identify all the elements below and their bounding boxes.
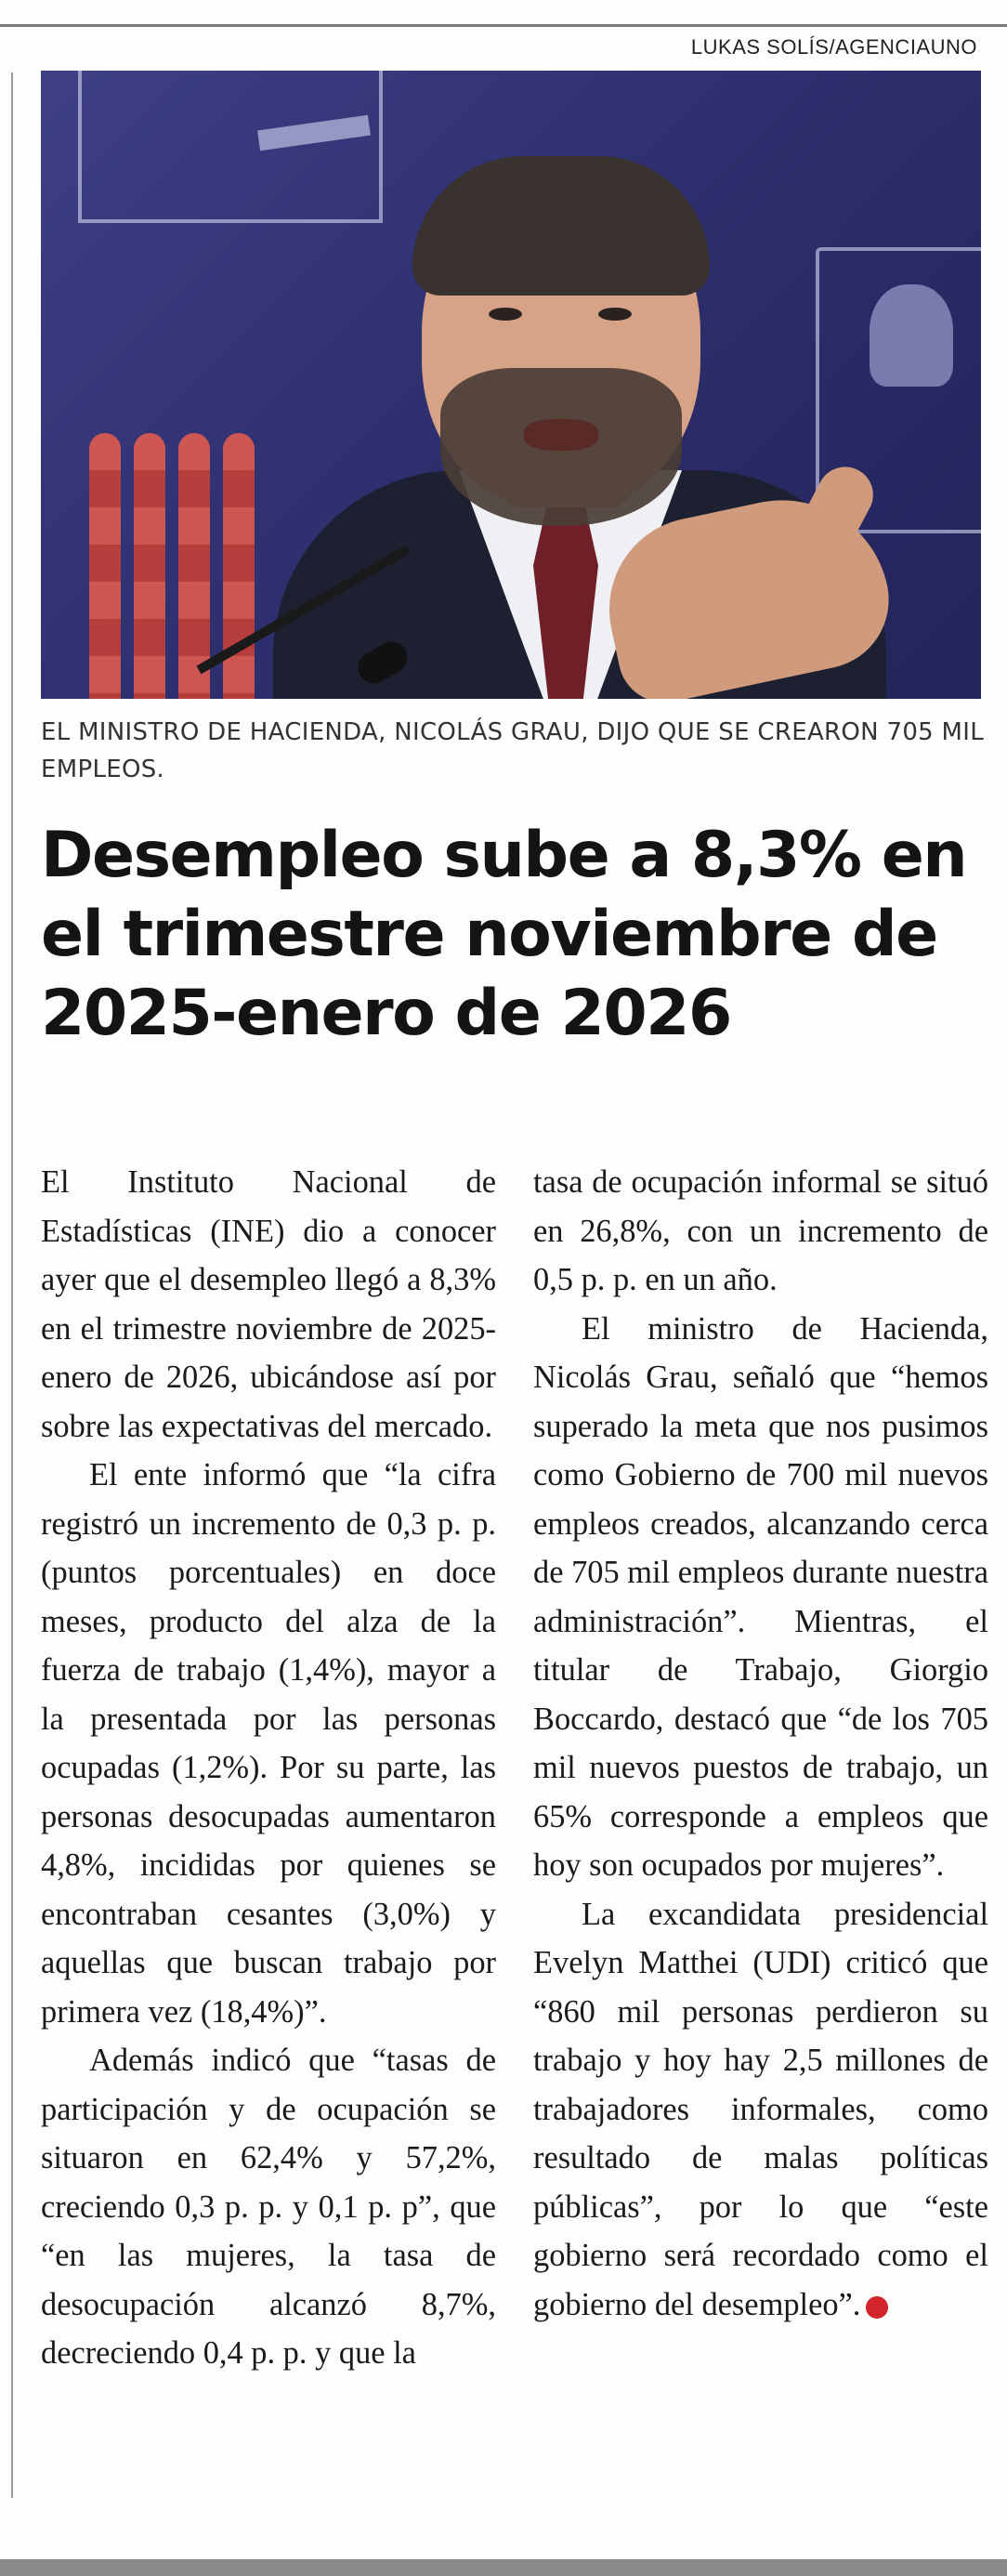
paragraph: Además indicó que “tasas de participación y de ocupación se situaron en 62,4% y 57,2%, creciendo 0,3 p. p. y 0,1 p. p”, que “en las mujeres, la tasa de desocupación alcanzó 8,7%, decreciendo 0,4 p. p. y que la bbox=[41, 2043, 496, 2371]
bottom-rule bbox=[0, 2559, 1007, 2576]
decor-wave bbox=[89, 433, 121, 699]
paragraph: El ministro de Hacienda, Nicolás Grau, señaló que “hemos superado la meta que nos pusimos como Gobierno de 700 mil nuevos empleos creados, alcanzando cerca de 705 mil empleos durante nuestra administración”. Mientras, el titular de Trabajo, Giorgio Boccardo, destacó que “de los 705 mil nuevos puestos de trabajo, un 65% corresponde a empleos que hoy son ocupados por mujeres”. bbox=[533, 1310, 988, 1883]
paragraph: tasa de ocupación informal se situó en 26,8%, con un incremento de 0,5 p. p. en un año. bbox=[533, 1164, 988, 1297]
decor-wave bbox=[223, 433, 255, 699]
photo-caption: EL MINISTRO DE HACIENDA, NICOLÁS GRAU, DIJO QUE SE CREARON 705 MIL EMPLEOS. bbox=[41, 718, 985, 783]
background-sign bbox=[78, 71, 383, 223]
end-mark-icon: ✪ bbox=[866, 2296, 888, 2319]
eye bbox=[598, 308, 632, 321]
decor-wave bbox=[178, 433, 210, 699]
decor-wave bbox=[134, 433, 165, 699]
photo bbox=[41, 71, 981, 699]
body-column-left bbox=[41, 1158, 496, 2378]
paragraph-last bbox=[533, 1890, 988, 2330]
mouth bbox=[524, 419, 598, 451]
paragraph-text: La excandidata presidencial Evelyn Matthei (UDI) criticó que “860 mil personas perdieron su trabajo y hoy hay 2,5 millones de trabajadores informales, como resultado de malas políticas públicas”, por lo que “este gobierno será recordado como el gobierno del desempleo”. bbox=[533, 1896, 988, 2322]
eye bbox=[489, 308, 522, 321]
hair bbox=[412, 156, 710, 296]
emblem-icon bbox=[870, 284, 953, 387]
column-rule bbox=[11, 72, 13, 2498]
paragraph: El Instituto Nacional de Estadísticas (INE) dio a conocer ayer que el desempleo llegó a 8,3% en el trimestre noviembre de 2025-enero de 2026, ubicándose así por sobre las expectativas del mercado. bbox=[41, 1164, 496, 1444]
top-rule bbox=[0, 24, 1007, 27]
paragraph: El ente informó que “la cifra registró un incremento de 0,3 p. p. (puntos porcentuales) en doce meses, producto del alza de la fuerza de trabajo (1,4%), mayor a la presentada por las personas ocupadas (1,2%). Por su parte, las personas desocupadas aumentaron 4,8%, incididas por quienes se encontraban cesantes (3,0%) y aquellas que buscan trabajo por primera vez (18,4%)”. bbox=[41, 1457, 496, 2030]
body-column-right bbox=[533, 1158, 988, 2329]
photo-credit: LUKAS SOLÍS/AGENCIAUNO bbox=[690, 35, 977, 59]
headline: Desempleo sube a 8,3% en el trimestre noviembre de 2025-enero de 2026 bbox=[41, 819, 967, 1050]
